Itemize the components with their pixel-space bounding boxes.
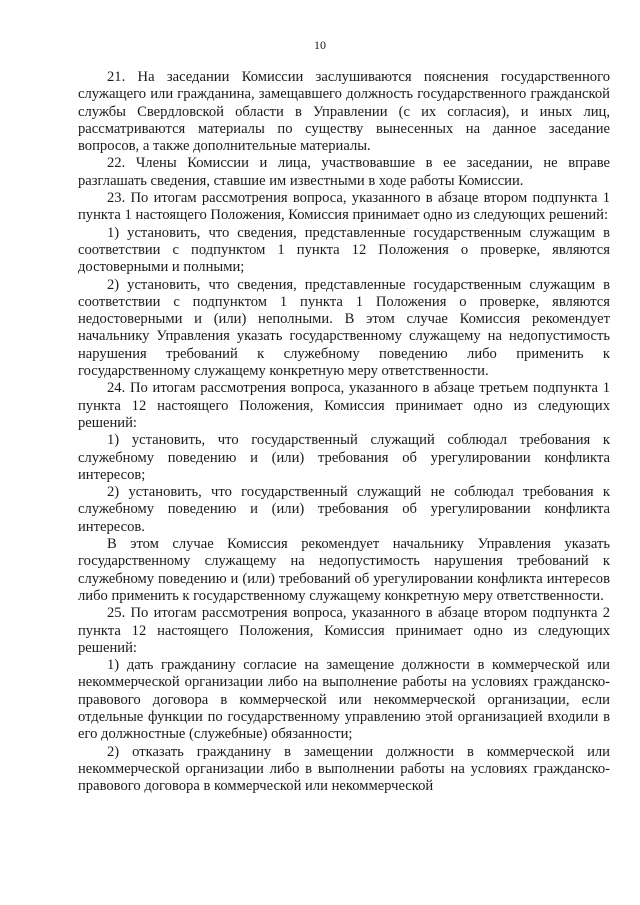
paragraph-24-item-1: 1) установить, что государственный служащий соблюдал требования к служебному поведению и (или) требования об урегулировании конфликта интересов; (78, 432, 610, 483)
page-number: 10 (314, 38, 326, 52)
document-body (78, 69, 610, 795)
paragraph-24-item-2: 2) установить, что государственный служащий не соблюдал требования к служебному поведению и (или) требования об урегулировании конфликта интересов. (78, 484, 610, 535)
paragraph-25-item-1: 1) дать гражданину согласие на замещение должности в коммерческой или некоммерческой организации либо на выполнение работы на условиях гражданско-правового договора в коммерческой или некоммерческой организации, если отдельные функции по государственному управлению этой организацией входили в его должностные (служебные) обязанности; (78, 657, 610, 743)
paragraph-25-item-2: 2) отказать гражданину в замещении должности в коммерческой или некоммерческой организации либо в выполнении работы на условиях гражданско-правового договора в коммерческой или некоммерческой (78, 743, 610, 795)
paragraph-24-note: В этом случае Комиссия рекомендует начальнику Управления указать государственному служащему на недопустимость нарушения требований к служебному поведению и (или) требований об урегулировании конфликта интересов либо применить к государственному служащему конкретную меру ответственности. (78, 536, 610, 604)
paragraph-23-item-1: 1) установить, что сведения, представленные государственным служащим в соответствии с подпунктом 1 пункта 12 Положения о проверке, являются достоверными и полными; (78, 224, 610, 276)
paragraph-25: 25. По итогам рассмотрения вопроса, указанного в абзаце втором подпункта 2 пункта 12 настоящего Положения, Комиссия принимает одно из следующих решений: (78, 605, 610, 656)
paragraph-22: 22. Члены Комиссии и лица, участвовавшие в ее заседании, не вправе разглашать сведения, ставшие им известными в ходе работы Комиссии. (78, 155, 610, 189)
paragraph-21: 21. На заседании Комиссии заслушиваются пояснения государственного служащего или гражданина, замещавшего должность государственного гражданской службы Свердловской области в Управлении (с их согласия), и иных лиц, рассматриваются материалы по существу вынесенных на данное заседание вопросов, а также дополнительные материалы. (78, 69, 610, 155)
paragraph-23: 23. По итогам рассмотрения вопроса, указанного в абзаце втором подпункта 1 пункта 1 настоящего Положения, Комиссия принимает одно из следующих решений: (78, 190, 610, 224)
paragraph-24: 24. По итогам рассмотрения вопроса, указанного в абзаце третьем подпункта 1 пункта 12 настоящего Положения, Комиссия принимает одно из следующих решений: (78, 380, 610, 431)
paragraph-23-item-2: 2) установить, что сведения, представленные государственным служащим в соответствии с подпунктом 1 пункта 1 Положения о проверке, являются недостоверными и (или) неполными. В этом случае Комиссия рекомендует начальнику Управления указать государственному служащему на недопустимость нарушения требований к служебному поведению либо применить к государственному служащему конкретную меру ответственности. (78, 276, 610, 380)
